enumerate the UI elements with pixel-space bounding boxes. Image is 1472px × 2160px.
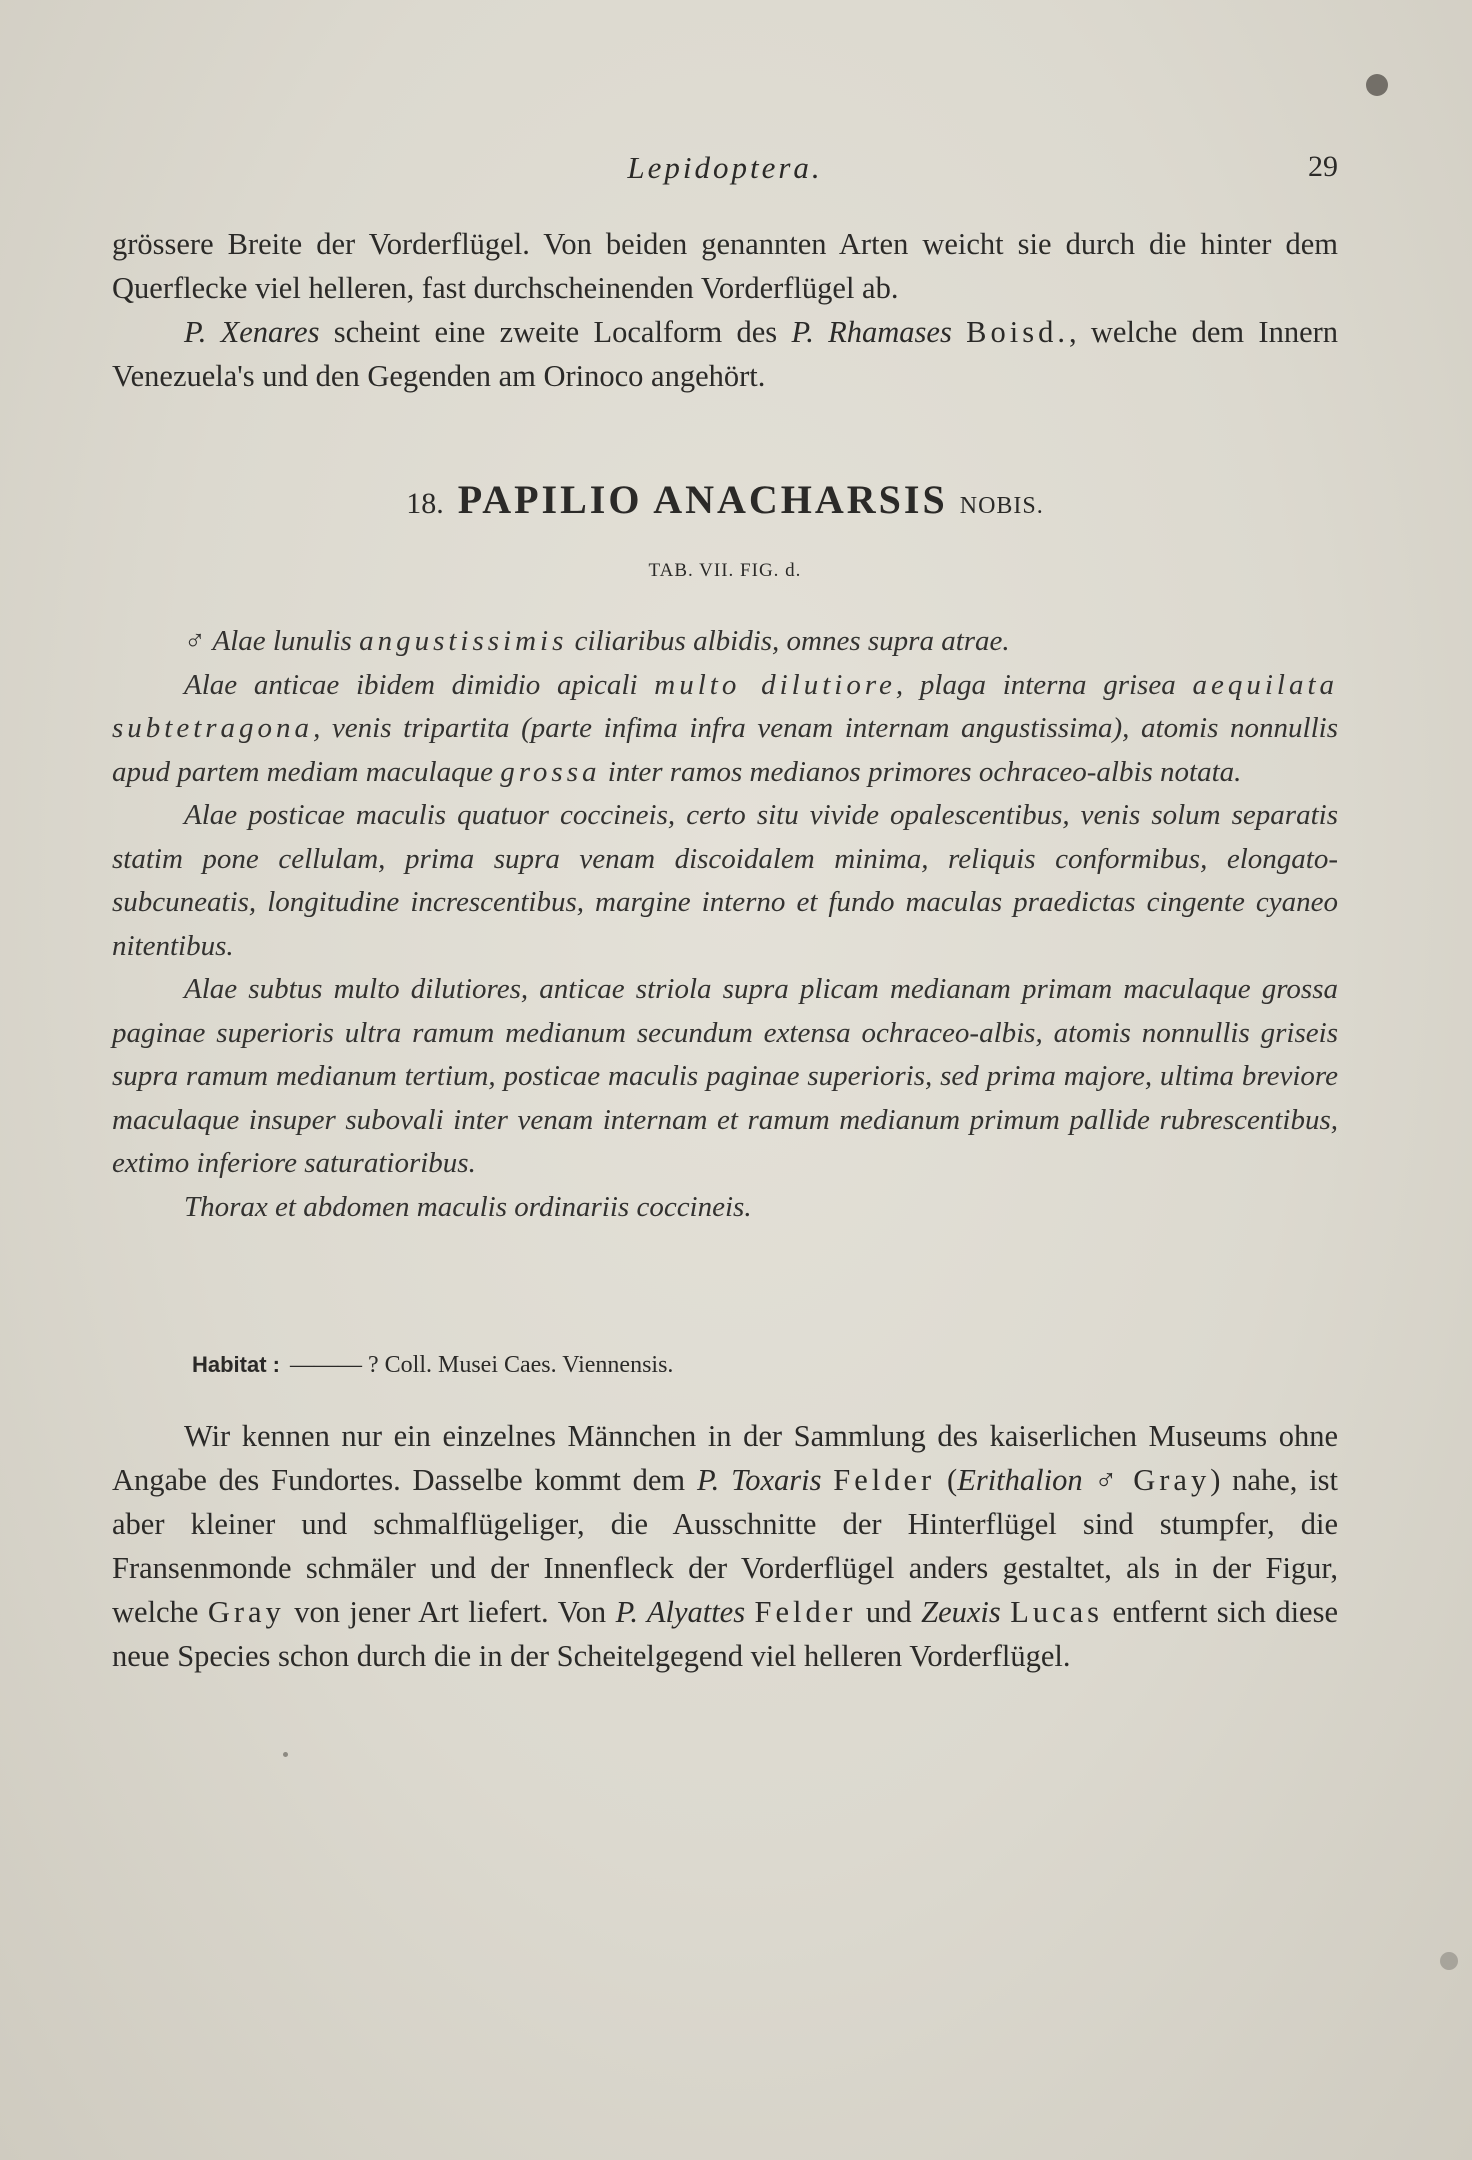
diagnosis-paragraph: Thorax et abdomen maculis ordinariis coccineis. (184, 1190, 752, 1223)
ink-speck (283, 1752, 288, 1757)
author-ref: Gray (207, 1595, 285, 1629)
plate-reference: TAB. VII. FIG. d. (648, 560, 802, 581)
species-heading (112, 476, 1338, 523)
habitat-label: Habitat : (192, 1352, 280, 1377)
diagnosis-paragraph: Alae posticae maculis quatuor coccineis, certo situ vivide opalescentibus, venis solum separatis statim pone cellulam, prima supra venam discoidalem minima, reliquis conformibus, elongato-subcuneatis, longitudine increscentibus, margine interno et fundo maculas praedictas cingente cyaneo nitentibus. (112, 799, 1338, 962)
intro-paragraph: grössere Breite der Vorderflügel. Von beiden genannten Arten weicht sie durch die hinter dem Querflecke viel helleren, fast durchscheinenden Vorderflügel ab. (112, 227, 1338, 305)
author-ref: Felder (754, 1595, 857, 1629)
species-ref: Erithalion (957, 1463, 1083, 1497)
intro-paragraph: P. Xenares scheint eine zweite Localform des P. Rhamases Boisd., welche dem Innern Venezuela's und den Gegenden am Orinoco angehört. (112, 315, 1339, 393)
species-ref: P. Xenares (184, 315, 320, 349)
author-ref: Boisd. (966, 315, 1069, 349)
species-author: NOBIS. (959, 493, 1044, 519)
habitat-line (192, 1352, 673, 1379)
habitat-text: ——— ? Coll. Musei Caes. Viennensis. (290, 1352, 674, 1378)
species-ref: P. Alyattes (615, 1595, 746, 1629)
discussion-paragraph: Wir kennen nur ein einzelnes Männchen in der Sammlung des kaiserlichen Museums ohne Angabe des Fundortes. Dasselbe kommt dem P. Toxaris Felder (Erithalion ♂ Gray) nahe, ist aber kleiner und schmalflügeliger, die Ausschnitte der Hinterflügel sind stumpfer, die Fransenmonde schmäler und der Innenfleck der Vorderflügel anders gestaltet, als in der Figur, welche Gray von jener Art liefert. Von P. Alyattes Felder und Zeuxis Lucas entfernt sich diese neue Species schon durch die in der Scheitelgegend viel helleren Vorderflügel. (112, 1419, 1338, 1673)
running-header (112, 150, 1338, 190)
author-ref: Lucas (1010, 1595, 1104, 1629)
species-ref: P. Rhamases (791, 315, 952, 349)
latin-diagnosis (112, 620, 1338, 1229)
author-ref: Gray (1133, 1463, 1211, 1497)
diagnosis-paragraph: ♂ Alae lunulis angustissimis ciliaribus albidis, omnes supra atrae. (184, 625, 1010, 657)
ink-speck (1440, 1952, 1458, 1970)
page-number: 29 (1308, 150, 1338, 183)
discussion-text (112, 1414, 1338, 1678)
species-ref: P. Toxaris (696, 1463, 822, 1497)
ink-spot (1366, 74, 1388, 96)
species-ref: Zeuxis (921, 1595, 1001, 1629)
diagnosis-paragraph: Alae anticae ibidem dimidio apicali multo dilutiore, plaga interna grisea aequilata subtetragona, venis tripartita (parte infima infra venam internam angustissima), atomis nonnullis apud partem mediam maculaque grossa inter ramos medianos primores ochraceo-albis notata. (112, 668, 1338, 788)
intro-text (112, 222, 1338, 398)
species-name: PAPILIO ANACHARSIS (457, 477, 948, 522)
diagnosis-paragraph: Alae subtus multo dilutiores, anticae striola supra plicam medianam primam maculaque grossa paginae superioris ultra ramum medianum secundum extensa ochraceo-albis, atomis nonnullis griseis supra ramum medianum tertium, posticae maculis paginae superioris, sed prima majore, ultima breviore maculaque insuper subovali inter venam internam et ramum medianum primum pallide rubrescentibus, extimo inferiore saturatioribus. (112, 973, 1338, 1179)
running-title: Lepidoptera. (627, 150, 823, 185)
species-number: 18. (406, 487, 444, 520)
author-ref: Felder (833, 1463, 936, 1497)
